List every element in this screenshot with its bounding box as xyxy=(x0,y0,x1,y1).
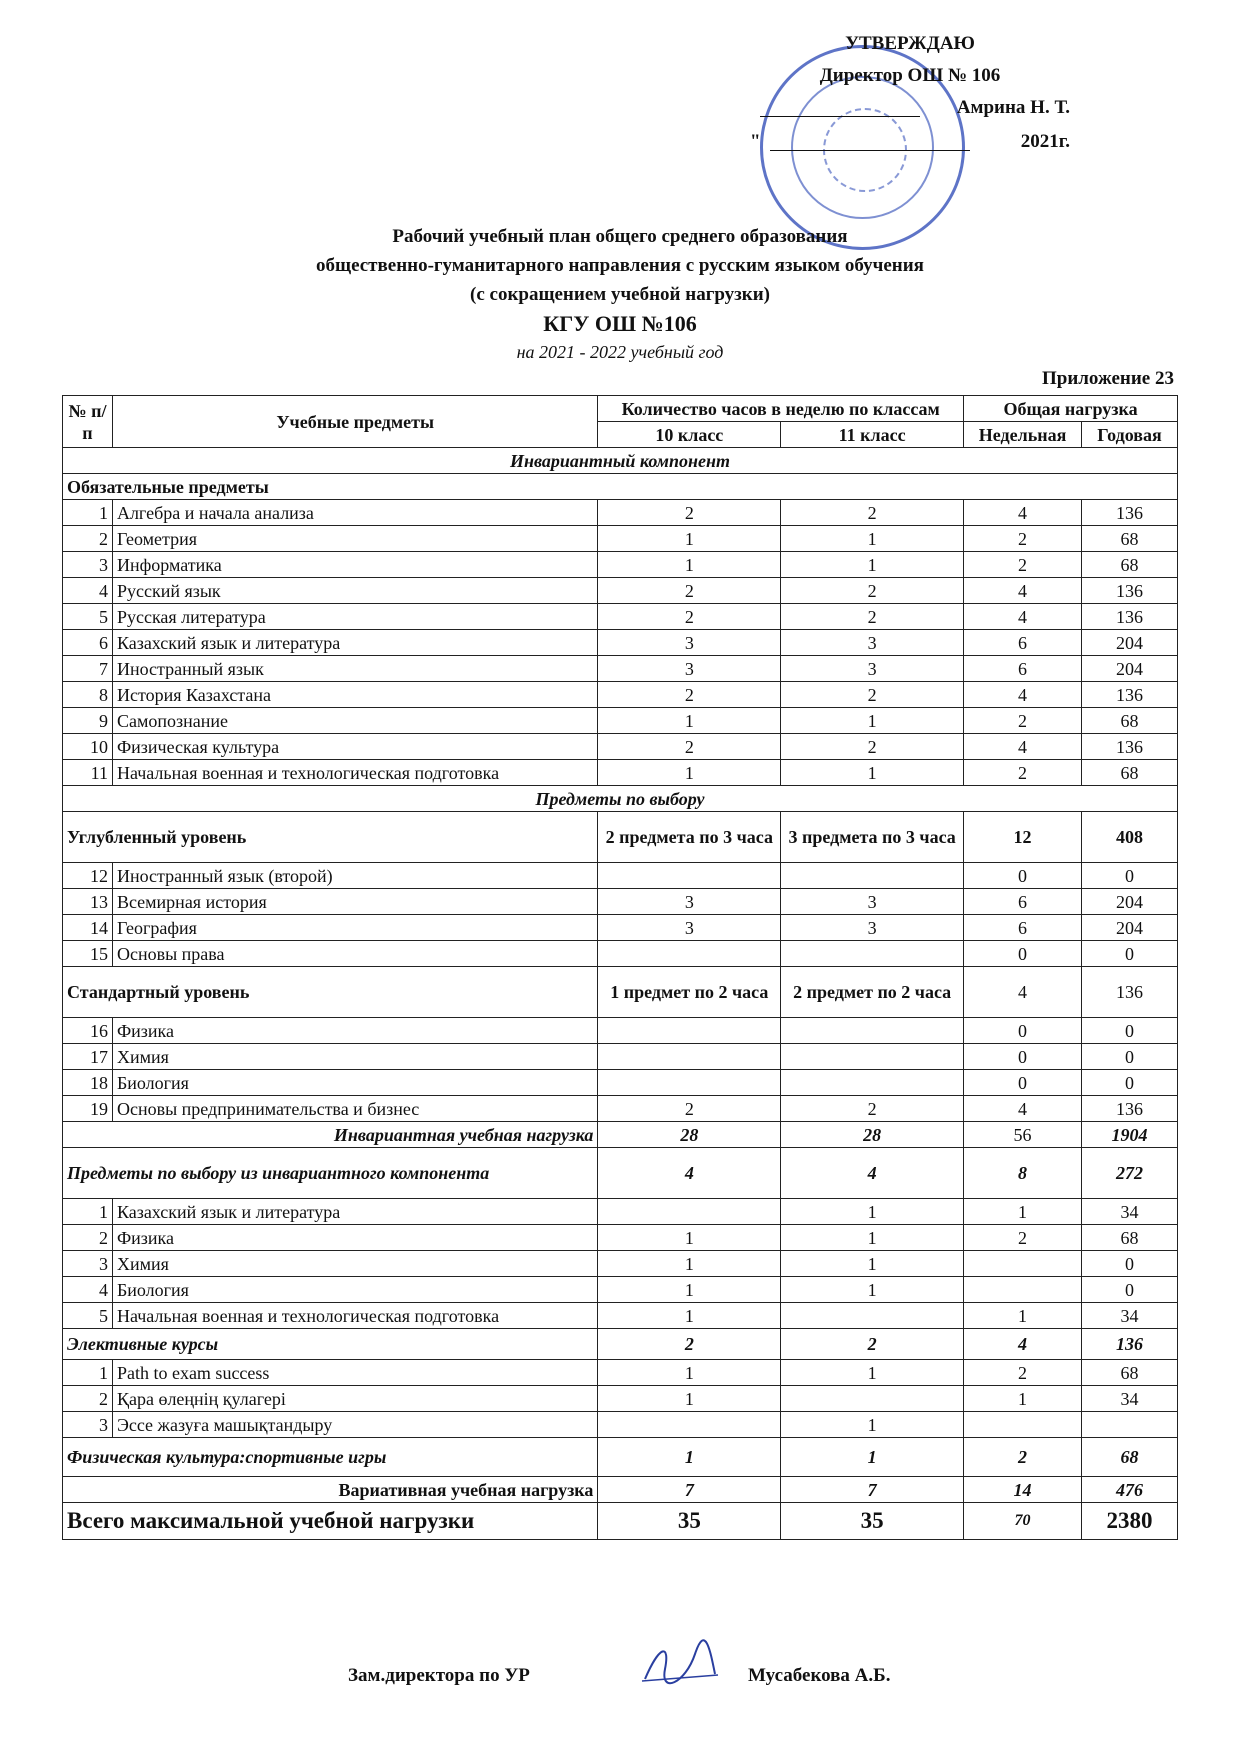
title-line-1: Рабочий учебный план общего среднего образования xyxy=(392,226,848,247)
variative-total xyxy=(63,1477,1178,1503)
footer-name: Мусабекова А.Б. xyxy=(748,1665,891,1686)
yearly-load: 136 xyxy=(1082,604,1178,630)
subject-name: Физика xyxy=(112,1225,597,1251)
weekly-load: 6 xyxy=(964,656,1082,682)
row-number: 3 xyxy=(63,1412,113,1438)
grade11-hours xyxy=(781,1070,964,1096)
grand-total-y: 2380 xyxy=(1082,1503,1178,1540)
weekly-load: 4 xyxy=(964,578,1082,604)
row-number: 16 xyxy=(63,1018,113,1044)
table-header-row xyxy=(63,396,1178,422)
table-row xyxy=(63,708,1178,734)
subject-name: Основы права xyxy=(112,941,597,967)
weekly-load: 6 xyxy=(964,889,1082,915)
weekly-load xyxy=(964,1277,1082,1303)
yearly-load: 136 xyxy=(1082,734,1178,760)
school-name: КГУ ОШ №106 xyxy=(543,311,697,336)
table-row xyxy=(63,682,1178,708)
grand-total-label: Всего максимальной учебной нагрузки xyxy=(63,1503,598,1540)
subject-name: Казахский язык и литература xyxy=(112,630,597,656)
table-row xyxy=(63,889,1178,915)
grade10-hours xyxy=(598,1412,781,1438)
standard-level-g11: 2 предмет по 2 часа xyxy=(781,967,964,1018)
grade10-hours: 2 xyxy=(598,734,781,760)
grade11-hours xyxy=(781,1303,964,1329)
header-grade10: 10 класс xyxy=(598,422,781,448)
row-number: 7 xyxy=(63,656,113,682)
signature-underline xyxy=(760,116,920,117)
elective-courses-w: 4 xyxy=(964,1329,1082,1360)
row-number: 13 xyxy=(63,889,113,915)
subject-name: Алгебра и начала анализа xyxy=(112,500,597,526)
grade11-hours: 1 xyxy=(781,1412,964,1438)
variative-total-label: Вариативная учебная нагрузка xyxy=(63,1477,598,1503)
choice-invariant-w: 8 xyxy=(964,1148,1082,1199)
elective-courses-g11: 2 xyxy=(781,1329,964,1360)
header-grade11: 11 класс xyxy=(781,422,964,448)
row-number: 17 xyxy=(63,1044,113,1070)
weekly-load: 4 xyxy=(964,734,1082,760)
grade11-hours: 2 xyxy=(781,734,964,760)
row-number: 3 xyxy=(63,552,113,578)
grade10-hours: 2 xyxy=(598,578,781,604)
subject-name: География xyxy=(112,915,597,941)
appendix-label: Приложение 23 xyxy=(1041,368,1174,389)
subject-name: Русский язык xyxy=(112,578,597,604)
advanced-level-g10: 2 предмета по 3 часа xyxy=(598,812,781,863)
grade10-hours: 2 xyxy=(598,604,781,630)
grade10-hours: 1 xyxy=(598,552,781,578)
weekly-load: 1 xyxy=(964,1199,1082,1225)
grade11-hours: 1 xyxy=(781,708,964,734)
advanced-level-y: 408 xyxy=(1082,812,1178,863)
row-number: 18 xyxy=(63,1070,113,1096)
row-number: 6 xyxy=(63,630,113,656)
row-number: 15 xyxy=(63,941,113,967)
row-number: 1 xyxy=(63,500,113,526)
signature-icon xyxy=(640,1639,720,1689)
grade10-hours: 1 xyxy=(598,1251,781,1277)
yearly-load: 0 xyxy=(1082,1044,1178,1070)
standard-level-label: Стандартный уровень xyxy=(63,967,598,1018)
yearly-load: 68 xyxy=(1082,708,1178,734)
approval-block xyxy=(750,28,1070,160)
table-row xyxy=(63,734,1178,760)
table-row xyxy=(63,760,1178,786)
row-number: 12 xyxy=(63,863,113,889)
row-number: 19 xyxy=(63,1096,113,1122)
weekly-load: 6 xyxy=(964,915,1082,941)
row-number: 2 xyxy=(63,1386,113,1412)
grade11-hours xyxy=(781,1018,964,1044)
table-row xyxy=(63,1225,1178,1251)
yearly-load: 136 xyxy=(1082,682,1178,708)
document-title xyxy=(0,222,1240,367)
grade10-hours: 1 xyxy=(598,1303,781,1329)
sport-games-label: Физическая культура:спортивные игры xyxy=(63,1438,598,1477)
yearly-load: 68 xyxy=(1082,1225,1178,1251)
table-row xyxy=(63,1070,1178,1096)
grade10-hours: 1 xyxy=(598,1225,781,1251)
grade11-hours xyxy=(781,1044,964,1070)
grade11-hours xyxy=(781,941,964,967)
elective-courses-g10: 2 xyxy=(598,1329,781,1360)
yearly-load: 204 xyxy=(1082,889,1178,915)
grade11-hours: 2 xyxy=(781,604,964,630)
header-weekly: Недельная xyxy=(964,422,1082,448)
elective-courses-y: 136 xyxy=(1082,1329,1178,1360)
subject-name: Иностранный язык xyxy=(112,656,597,682)
yearly-load: 0 xyxy=(1082,863,1178,889)
yearly-load: 204 xyxy=(1082,630,1178,656)
weekly-load: 4 xyxy=(964,604,1082,630)
header-load: Общая нагрузка xyxy=(964,396,1178,422)
grade11-hours: 1 xyxy=(781,760,964,786)
row-number: 5 xyxy=(63,604,113,630)
approval-date-line xyxy=(750,126,1070,160)
table-row xyxy=(63,1412,1178,1438)
table-row xyxy=(63,630,1178,656)
subject-name: Эссе жазуға машықтандыру xyxy=(112,1412,597,1438)
grade11-hours: 1 xyxy=(781,1199,964,1225)
yearly-load: 136 xyxy=(1082,500,1178,526)
table-row xyxy=(63,604,1178,630)
choice-invariant-g10: 4 xyxy=(598,1148,781,1199)
grade11-hours: 2 xyxy=(781,500,964,526)
variative-total-g11: 7 xyxy=(781,1477,964,1503)
choice-invariant-g11: 4 xyxy=(781,1148,964,1199)
elective-courses-label: Элективные курсы xyxy=(63,1329,598,1360)
approval-position: Директор ОШ № 106 xyxy=(819,65,1001,86)
date-quote: " xyxy=(750,131,761,152)
row-number: 8 xyxy=(63,682,113,708)
variative-total-w: 14 xyxy=(964,1477,1082,1503)
weekly-load: 0 xyxy=(964,1044,1082,1070)
header-subjects: Учебные предметы xyxy=(112,396,597,448)
subject-name: Физика xyxy=(112,1018,597,1044)
subject-name: Русская литература xyxy=(112,604,597,630)
grade11-hours: 1 xyxy=(781,526,964,552)
footer-position: Зам.директора по УР xyxy=(348,1665,530,1686)
section-elective xyxy=(63,786,1178,812)
approval-date: 2021г. xyxy=(1020,131,1070,152)
yearly-load: 0 xyxy=(1082,1018,1178,1044)
row-number: 2 xyxy=(63,1225,113,1251)
grade11-hours xyxy=(781,863,964,889)
table-row xyxy=(63,1018,1178,1044)
row-number: 5 xyxy=(63,1303,113,1329)
grade10-hours: 1 xyxy=(598,1360,781,1386)
grade10-hours xyxy=(598,941,781,967)
table-row xyxy=(63,1199,1178,1225)
subject-name: Информатика xyxy=(112,552,597,578)
table-row xyxy=(63,500,1178,526)
yearly-load: 136 xyxy=(1082,1096,1178,1122)
weekly-load: 2 xyxy=(964,708,1082,734)
header-hours: Количество часов в неделю по классам xyxy=(598,396,964,422)
invariant-total-g11: 28 xyxy=(781,1122,964,1148)
title-line-2: общественно-гуманитарного направления с русским языком обучения xyxy=(316,255,924,276)
weekly-load: 2 xyxy=(964,760,1082,786)
grand-total-w: 70 xyxy=(964,1503,1082,1540)
standard-level-y: 136 xyxy=(1082,967,1178,1018)
yearly-load: 0 xyxy=(1082,1070,1178,1096)
weekly-load xyxy=(964,1412,1082,1438)
grand-total-g11: 35 xyxy=(781,1503,964,1540)
choice-invariant-y: 272 xyxy=(1082,1148,1178,1199)
subject-name: Основы предпринимательства и бизнес xyxy=(112,1096,597,1122)
grade10-hours: 3 xyxy=(598,630,781,656)
choice-invariant-label: Предметы по выбору из инвариантного компонента xyxy=(63,1148,598,1199)
grade10-hours: 2 xyxy=(598,500,781,526)
subject-name: Қара өлеңнің қулагері xyxy=(112,1386,597,1412)
grade10-hours xyxy=(598,1044,781,1070)
grade11-hours: 1 xyxy=(781,552,964,578)
yearly-load: 34 xyxy=(1082,1386,1178,1412)
grade10-hours: 1 xyxy=(598,760,781,786)
sport-games-w: 2 xyxy=(964,1438,1082,1477)
approval-name: Амрина Н. Т. xyxy=(956,97,1070,118)
grade10-hours xyxy=(598,1199,781,1225)
advanced-level-label: Углубленный уровень xyxy=(63,812,598,863)
weekly-load: 6 xyxy=(964,630,1082,656)
yearly-load: 0 xyxy=(1082,1251,1178,1277)
choice-invariant xyxy=(63,1148,1178,1199)
row-number: 4 xyxy=(63,578,113,604)
yearly-load: 68 xyxy=(1082,760,1178,786)
weekly-load: 4 xyxy=(964,682,1082,708)
group-mandatory xyxy=(63,474,1178,500)
section-elective-label: Предметы по выбору xyxy=(63,786,1178,812)
table-row xyxy=(63,1096,1178,1122)
weekly-load: 0 xyxy=(964,941,1082,967)
header-yearly: Годовая xyxy=(1082,422,1178,448)
weekly-load: 0 xyxy=(964,1018,1082,1044)
row-number: 2 xyxy=(63,526,113,552)
grade10-hours: 2 xyxy=(598,682,781,708)
yearly-load: 68 xyxy=(1082,526,1178,552)
grade11-hours: 3 xyxy=(781,656,964,682)
advanced-level xyxy=(63,812,1178,863)
grade11-hours xyxy=(781,1386,964,1412)
subject-name: Самопознание xyxy=(112,708,597,734)
yearly-load: 0 xyxy=(1082,1277,1178,1303)
table-row xyxy=(63,1360,1178,1386)
row-number: 1 xyxy=(63,1360,113,1386)
section-invariant xyxy=(63,448,1178,474)
advanced-level-g11: 3 предмета по 3 часа xyxy=(781,812,964,863)
grade11-hours: 2 xyxy=(781,578,964,604)
table-row xyxy=(63,863,1178,889)
invariant-total-label: Инвариантная учебная нагрузка xyxy=(63,1122,598,1148)
row-number: 9 xyxy=(63,708,113,734)
table-row xyxy=(63,941,1178,967)
grade10-hours xyxy=(598,1070,781,1096)
grade11-hours: 2 xyxy=(781,682,964,708)
subject-name: Геометрия xyxy=(112,526,597,552)
elective-courses xyxy=(63,1329,1178,1360)
grade11-hours: 2 xyxy=(781,1096,964,1122)
invariant-total-y: 1904 xyxy=(1082,1122,1178,1148)
table-row xyxy=(63,578,1178,604)
subject-name: Начальная военная и технологическая подготовка xyxy=(112,760,597,786)
yearly-load: 68 xyxy=(1082,1360,1178,1386)
yearly-load xyxy=(1082,1412,1178,1438)
date-underline xyxy=(770,150,970,151)
grade10-hours xyxy=(598,1018,781,1044)
subject-name: История Казахстана xyxy=(112,682,597,708)
sport-games-g10: 1 xyxy=(598,1438,781,1477)
section-invariant-label: Инвариантный компонент xyxy=(63,448,1178,474)
curriculum-table xyxy=(62,395,1178,1540)
invariant-total-w: 56 xyxy=(964,1122,1082,1148)
subject-name: Химия xyxy=(112,1251,597,1277)
weekly-load: 4 xyxy=(964,500,1082,526)
grade10-hours: 1 xyxy=(598,1386,781,1412)
grand-total-g10: 35 xyxy=(598,1503,781,1540)
row-number: 14 xyxy=(63,915,113,941)
table-row xyxy=(63,1044,1178,1070)
yearly-load: 0 xyxy=(1082,941,1178,967)
invariant-total-g10: 28 xyxy=(598,1122,781,1148)
weekly-load: 2 xyxy=(964,526,1082,552)
grade10-hours: 3 xyxy=(598,656,781,682)
table-row xyxy=(63,1303,1178,1329)
subject-name: Физическая культура xyxy=(112,734,597,760)
weekly-load: 0 xyxy=(964,1070,1082,1096)
subject-name: Всемирная история xyxy=(112,889,597,915)
row-number: 10 xyxy=(63,734,113,760)
table-row xyxy=(63,526,1178,552)
table-row xyxy=(63,1251,1178,1277)
row-number: 3 xyxy=(63,1251,113,1277)
advanced-level-w: 12 xyxy=(964,812,1082,863)
subject-name: Химия xyxy=(112,1044,597,1070)
yearly-load: 204 xyxy=(1082,656,1178,682)
standard-level xyxy=(63,967,1178,1018)
grade10-hours: 3 xyxy=(598,915,781,941)
table-row xyxy=(63,915,1178,941)
subject-name: Path to exam success xyxy=(112,1360,597,1386)
weekly-load: 2 xyxy=(964,552,1082,578)
grade10-hours: 1 xyxy=(598,708,781,734)
table-body xyxy=(63,448,1178,1540)
subject-name: Начальная военная и технологическая подготовка xyxy=(112,1303,597,1329)
sport-games xyxy=(63,1438,1178,1477)
variative-total-y: 476 xyxy=(1082,1477,1178,1503)
yearly-load: 68 xyxy=(1082,552,1178,578)
weekly-load: 2 xyxy=(964,1225,1082,1251)
yearly-load: 136 xyxy=(1082,578,1178,604)
grade11-hours: 1 xyxy=(781,1277,964,1303)
grade10-hours: 1 xyxy=(598,526,781,552)
grade10-hours xyxy=(598,863,781,889)
standard-level-w: 4 xyxy=(964,967,1082,1018)
subject-name: Биология xyxy=(112,1070,597,1096)
yearly-load: 34 xyxy=(1082,1199,1178,1225)
row-number: 11 xyxy=(63,760,113,786)
header-num: № п/п xyxy=(63,396,113,448)
approval-signature-line xyxy=(760,92,1070,126)
subject-name: Казахский язык и литература xyxy=(112,1199,597,1225)
weekly-load: 1 xyxy=(964,1386,1082,1412)
subject-name: Биология xyxy=(112,1277,597,1303)
title-line-3: (с сокращением учебной нагрузки) xyxy=(470,284,770,305)
sport-games-g11: 1 xyxy=(781,1438,964,1477)
grade10-hours: 3 xyxy=(598,889,781,915)
table-row xyxy=(63,656,1178,682)
weekly-load: 2 xyxy=(964,1360,1082,1386)
weekly-load xyxy=(964,1251,1082,1277)
weekly-load: 0 xyxy=(964,863,1082,889)
variative-total-g10: 7 xyxy=(598,1477,781,1503)
approval-heading: УТВЕРЖДАЮ xyxy=(845,33,975,54)
grade10-hours: 2 xyxy=(598,1096,781,1122)
grade11-hours: 1 xyxy=(781,1251,964,1277)
invariant-total xyxy=(63,1122,1178,1148)
academic-year: на 2021 - 2022 учебный год xyxy=(516,342,724,362)
grade11-hours: 1 xyxy=(781,1225,964,1251)
grade10-hours: 1 xyxy=(598,1277,781,1303)
row-number: 4 xyxy=(63,1277,113,1303)
table-row xyxy=(63,552,1178,578)
grade11-hours: 3 xyxy=(781,630,964,656)
weekly-load: 1 xyxy=(964,1303,1082,1329)
table-row xyxy=(63,1386,1178,1412)
subject-name: Иностранный язык (второй) xyxy=(112,863,597,889)
grade11-hours: 3 xyxy=(781,915,964,941)
grand-total xyxy=(63,1503,1178,1540)
yearly-load: 204 xyxy=(1082,915,1178,941)
standard-level-g10: 1 предмет по 2 часа xyxy=(598,967,781,1018)
yearly-load: 34 xyxy=(1082,1303,1178,1329)
grade11-hours: 3 xyxy=(781,889,964,915)
weekly-load: 4 xyxy=(964,1096,1082,1122)
row-number: 1 xyxy=(63,1199,113,1225)
grade11-hours: 1 xyxy=(781,1360,964,1386)
table-row xyxy=(63,1277,1178,1303)
group-mandatory-label: Обязательные предметы xyxy=(63,474,1178,500)
sport-games-y: 68 xyxy=(1082,1438,1178,1477)
